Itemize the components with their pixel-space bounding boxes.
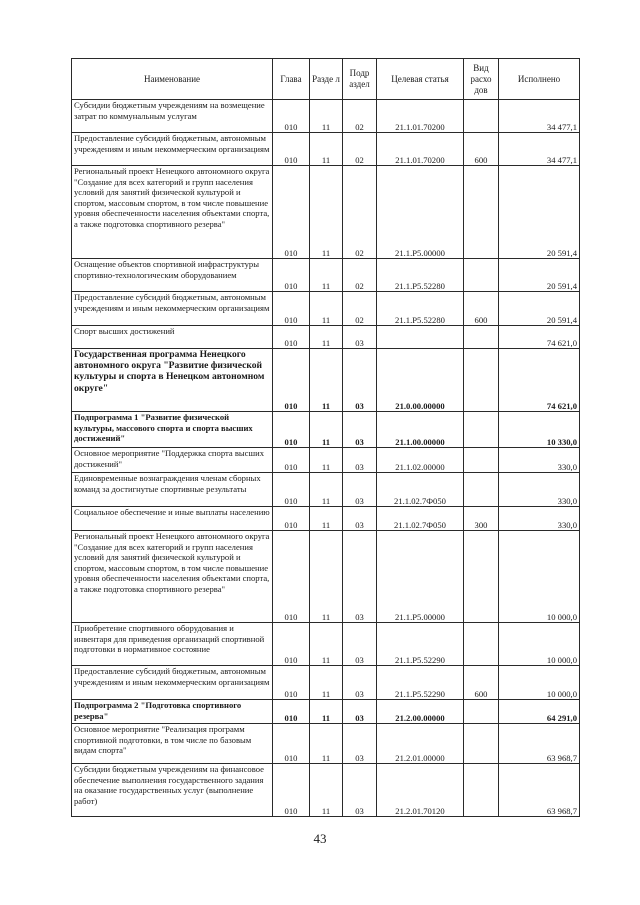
row-subsection: 03 — [343, 326, 377, 349]
budget-table-page — [71, 58, 579, 817]
row-chapter: 010 — [273, 133, 310, 166]
row-target: 21.2.00.00000 — [377, 700, 464, 724]
row-type — [464, 326, 499, 349]
row-executed: 20 591,4 — [499, 259, 580, 292]
row-executed: 330,0 — [499, 473, 580, 507]
table-row — [72, 531, 580, 623]
row-executed: 20 591,4 — [499, 166, 580, 259]
row-target: 21.1.P5.52280 — [377, 292, 464, 326]
row-chapter: 010 — [273, 700, 310, 724]
row-subsection: 03 — [343, 531, 377, 623]
row-chapter: 010 — [273, 623, 310, 666]
row-chapter: 010 — [273, 100, 310, 133]
row-chapter: 010 — [273, 349, 310, 412]
row-executed: 34 477,1 — [499, 100, 580, 133]
row-executed: 63 968,7 — [499, 724, 580, 764]
row-chapter: 010 — [273, 326, 310, 349]
row-chapter: 010 — [273, 259, 310, 292]
row-type — [464, 349, 499, 412]
table-row — [72, 166, 580, 259]
row-target: 21.1.02.7Ф050 — [377, 507, 464, 531]
row-type — [464, 448, 499, 473]
row-target: 21.1.P5.00000 — [377, 531, 464, 623]
row-executed: 63 968,7 — [499, 764, 580, 817]
row-executed: 10 000,0 — [499, 531, 580, 623]
row-executed: 330,0 — [499, 448, 580, 473]
row-name: Региональный проект Ненецкого автономного округа "Создание для всех категорий и групп населения условий для занятий физической культурой и спортом, массовым спортом, в том числе повышение уровня обеспеченности населения объектами спорта, а также подготовка спортивного резерва" — [72, 166, 273, 259]
header-expense-type: Вид расхо дов — [464, 59, 499, 100]
row-target: 21.1.P5.00000 — [377, 166, 464, 259]
header-target-article: Целевая статья — [377, 59, 464, 100]
row-section: 11 — [310, 448, 343, 473]
row-subsection: 03 — [343, 666, 377, 700]
row-subsection: 03 — [343, 412, 377, 448]
row-target: 21.1.01.70200 — [377, 100, 464, 133]
row-name: Подпрограмма 2 "Подготовка спортивного резерва" — [72, 700, 273, 724]
table-row-subprogram — [72, 412, 580, 448]
row-subsection: 02 — [343, 292, 377, 326]
row-type — [464, 259, 499, 292]
row-type — [464, 473, 499, 507]
table-row — [72, 133, 580, 166]
row-section: 11 — [310, 412, 343, 448]
row-executed: 10 000,0 — [499, 666, 580, 700]
row-section: 11 — [310, 764, 343, 817]
row-executed: 34 477,1 — [499, 133, 580, 166]
row-section: 11 — [310, 507, 343, 531]
row-type — [464, 412, 499, 448]
row-section: 11 — [310, 326, 343, 349]
row-chapter: 010 — [273, 507, 310, 531]
row-name: Предоставление субсидий бюджетным, автономным учреждениям и иным некоммерческим организациям — [72, 133, 273, 166]
row-target: 21.0.00.00000 — [377, 349, 464, 412]
row-subsection: 02 — [343, 166, 377, 259]
row-type — [464, 166, 499, 259]
page-number: 43 — [313, 831, 327, 846]
table-row — [72, 623, 580, 666]
row-section: 11 — [310, 166, 343, 259]
budget-execution-table — [71, 58, 580, 817]
row-chapter: 010 — [273, 166, 310, 259]
row-type: 600 — [464, 292, 499, 326]
row-section: 11 — [310, 349, 343, 412]
table-row — [72, 507, 580, 531]
row-subsection: 02 — [343, 100, 377, 133]
row-chapter: 010 — [273, 448, 310, 473]
row-target: 21.2.01.00000 — [377, 724, 464, 764]
row-type — [464, 764, 499, 817]
table-row — [72, 292, 580, 326]
table-row — [72, 259, 580, 292]
table-row — [72, 473, 580, 507]
row-section: 11 — [310, 531, 343, 623]
row-type — [464, 724, 499, 764]
row-executed: 10 000,0 — [499, 623, 580, 666]
row-chapter: 010 — [273, 292, 310, 326]
row-executed: 330,0 — [499, 507, 580, 531]
row-subsection: 03 — [343, 507, 377, 531]
row-name: Оснащение объектов спортивной инфраструктуры спортивно-технологическим оборудованием — [72, 259, 273, 292]
row-section: 11 — [310, 133, 343, 166]
row-name: Спорт высших достижений — [72, 326, 273, 349]
row-type: 600 — [464, 133, 499, 166]
row-type — [464, 700, 499, 724]
row-section: 11 — [310, 259, 343, 292]
row-section: 11 — [310, 623, 343, 666]
table-row — [72, 326, 580, 349]
row-section: 11 — [310, 473, 343, 507]
row-subsection: 02 — [343, 259, 377, 292]
row-executed: 74 621,0 — [499, 326, 580, 349]
row-subsection: 03 — [343, 473, 377, 507]
row-name: Государственная программа Ненецкого автономного округа "Развитие физической культуры и спорта в Ненецком автономном округе" — [72, 349, 273, 412]
row-section: 11 — [310, 700, 343, 724]
row-section: 11 — [310, 724, 343, 764]
row-chapter: 010 — [273, 412, 310, 448]
row-chapter: 010 — [273, 531, 310, 623]
row-target: 21.1.02.7Ф050 — [377, 473, 464, 507]
table-header-row — [72, 59, 580, 100]
row-name: Основное мероприятие "Реализация программ спортивной подготовки, в том числе по базовым видам спорта" — [72, 724, 273, 764]
row-chapter: 010 — [273, 724, 310, 764]
table-row-program — [72, 349, 580, 412]
row-target: 21.1.01.70200 — [377, 133, 464, 166]
row-type: 600 — [464, 666, 499, 700]
row-target: 21.1.P5.52280 — [377, 259, 464, 292]
row-type: 300 — [464, 507, 499, 531]
row-executed: 10 330,0 — [499, 412, 580, 448]
row-executed: 64 291,0 — [499, 700, 580, 724]
table-row — [72, 100, 580, 133]
row-target: 21.1.P5.52290 — [377, 623, 464, 666]
row-name: Субсидии бюджетным учреждениям на финансовое обеспечение выполнения государственного задания на оказание государственных услуг (выполнение работ) — [72, 764, 273, 817]
row-target: 21.1.P5.52290 — [377, 666, 464, 700]
row-executed: 20 591,4 — [499, 292, 580, 326]
row-name: Приобретение спортивного оборудования и инвентаря для приведения организаций спортивной подготовки в нормативное состояние — [72, 623, 273, 666]
header-section: Разде л — [310, 59, 343, 100]
table-row — [72, 764, 580, 817]
row-target — [377, 326, 464, 349]
header-chapter: Глава — [273, 59, 310, 100]
row-subsection: 03 — [343, 349, 377, 412]
row-type — [464, 623, 499, 666]
row-name: Предоставление субсидий бюджетным, автономным учреждениям и иным некоммерческим организациям — [72, 292, 273, 326]
row-subsection: 02 — [343, 133, 377, 166]
row-subsection: 03 — [343, 448, 377, 473]
row-name: Единовременные вознаграждения членам сборных команд за достигнутые спортивные результаты — [72, 473, 273, 507]
header-name: Наименование — [72, 59, 273, 100]
header-subsection: Подр аздел — [343, 59, 377, 100]
row-subsection: 03 — [343, 700, 377, 724]
row-target: 21.1.02.00000 — [377, 448, 464, 473]
row-chapter: 010 — [273, 666, 310, 700]
row-name: Социальное обеспечение и иные выплаты населению — [72, 507, 273, 531]
row-section: 11 — [310, 100, 343, 133]
table-row-subprogram — [72, 700, 580, 724]
row-name: Субсидии бюджетным учреждениям на возмещение затрат по коммунальным услугам — [72, 100, 273, 133]
row-name: Подпрограмма 1 "Развитие физической культуры, массового спорта и спорта высших достижений" — [72, 412, 273, 448]
row-target: 21.1.00.00000 — [377, 412, 464, 448]
row-chapter: 010 — [273, 764, 310, 817]
row-subsection: 03 — [343, 623, 377, 666]
row-section: 11 — [310, 292, 343, 326]
table-row — [72, 448, 580, 473]
row-type — [464, 100, 499, 133]
row-executed: 74 621,0 — [499, 349, 580, 412]
row-section: 11 — [310, 666, 343, 700]
row-name: Основное мероприятие "Поддержка спорта высших достижений" — [72, 448, 273, 473]
table-row — [72, 724, 580, 764]
row-chapter: 010 — [273, 473, 310, 507]
row-name: Предоставление субсидий бюджетным, автономным учреждениям и иным некоммерческим организациям — [72, 666, 273, 700]
row-subsection: 03 — [343, 724, 377, 764]
row-target: 21.2.01.70120 — [377, 764, 464, 817]
row-subsection: 03 — [343, 764, 377, 817]
row-name: Региональный проект Ненецкого автономного округа "Создание для всех категорий и групп населения условий для занятий физической культурой и спортом, массовым спортом, в том числе повышение уровня обеспеченности населения объектами спорта, а также подготовка спортивного резерва" — [72, 531, 273, 623]
row-type — [464, 531, 499, 623]
table-row — [72, 666, 580, 700]
header-executed: Исполнено — [499, 59, 580, 100]
